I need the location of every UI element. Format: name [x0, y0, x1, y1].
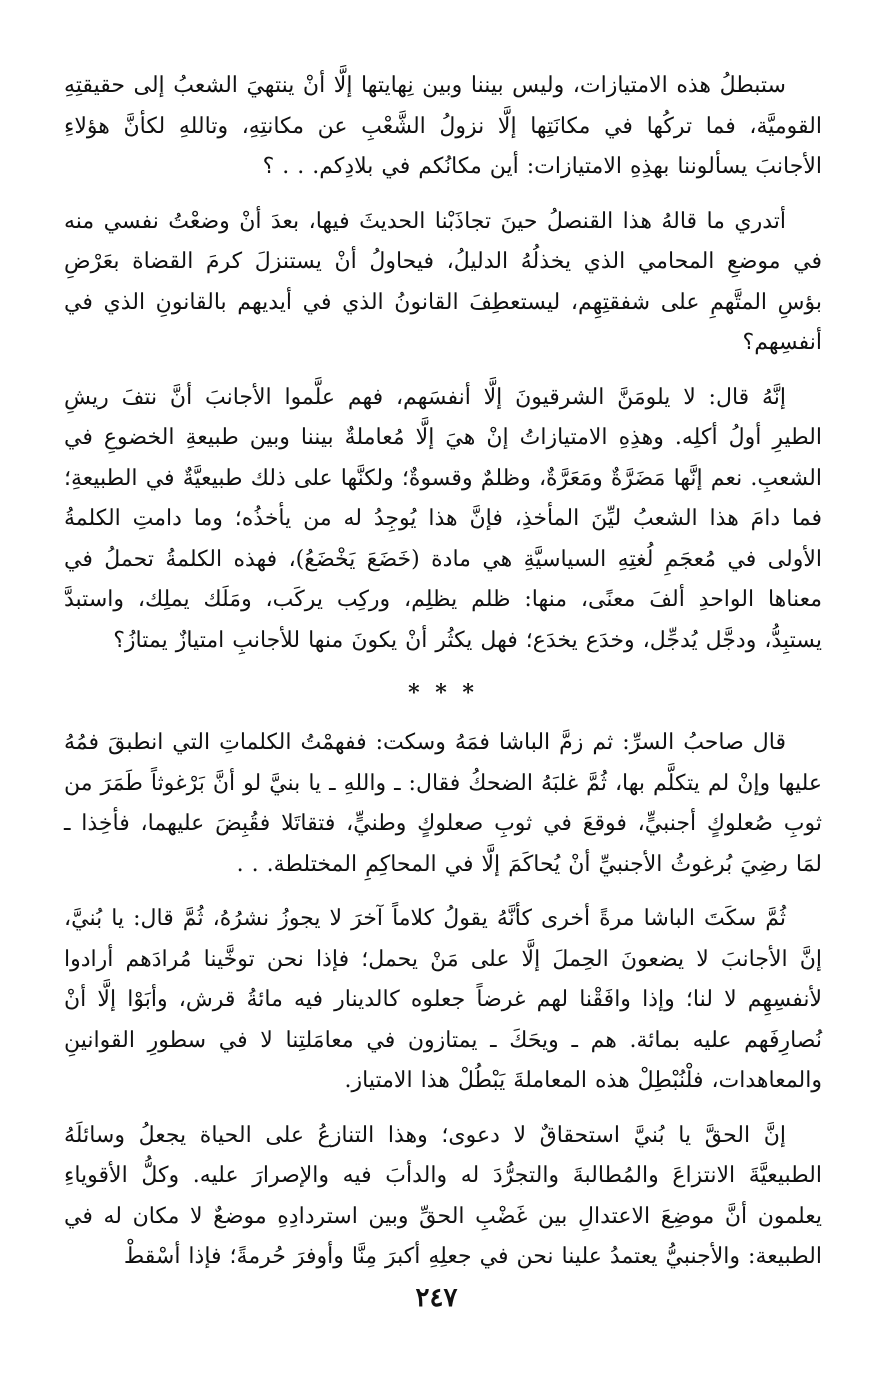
paragraph-3: إنَّهُ قال: لا يلومَنَّ الشرقيونَ إلَّا أنفسَهم، فهم علَّموا الأجانبَ أنَّ نتفَ ريشِ الطيرِ أولُ أكلِه. وهذِهِ الامتيازاتُ إنْ هيَ إلَّا مُعاملةٌ بيننا وبين طبيعةِ الخضوعِ في الشعبِ. نعم إنَّها مَضَرَّةٌ ومَعَرَّةٌ، وظلمٌ وقسوةٌ؛ ولكنَّها على ذلك طبيعيَّةٌ في الطبيعةِ؛ فما دامَ هذا الشعبُ ليِّنَ المأخذِ، فإنَّ هذا يُوجِدُ له من يأخذُه؛ وما دامتِ الكلمةُ الأولى في مُعجَمِ لُغتِهِ السياسيَّةِ هي مادة (خَضَعَ يَخْضَعُ)، فهذه الكلمةُ تحملُ في معناها الواحدِ ألفَ معنًى، منها: ظلم يظلِم، وركِب يركَب، ومَلَك يملِك، واستبدَّ يستبِدُّ، ودجَّل يُدجِّل، وخدَع يخدَع؛ فهل يكثُر أنْ يكونَ منها للأجانبِ امتيازٌ يمتازُ؟	[64, 384, 822, 653]
paragraph-5: ثُمَّ سكَتَ الباشا مرةً أخرى كأنَّهُ يقولُ كلاماً آخرَ لا يجوزُ نشرُهُ، ثُمَّ قال: يا بُنيَّ، إنَّ الأجانبَ لا يضعونَ الحِملَ إلَّا على مَنْ يحمل؛ فإذا نحن توخَّينا مُرادَهم أرادوا لأنفسِهِم لا لنا؛ وإذا وافَقْنا لهم غرضاً جعلوه كالدينار فيه مائةُ قرش، وأبَوْا إلَّا أنْ نُصارِفَهم عليه بمائة. هم ـ ويحَكَ ـ يمتازون في معامَلتِنا لا في سطورِ القوانينِ والمعاهدات، فلْنُبْطِلْ هذه المعاملةَ يَبْطُلْ هذا الامتياز.	[64, 906, 822, 1093]
paragraph-4: قال صاحبُ السرِّ: ثم زمَّ الباشا فمَهُ وسكت: ففهمْتُ الكلماتِ التي انطبقَ فمُهُ عليها وإنْ لم يتكلَّم بها، ثُمَّ غلبَهُ الضحكُ فقال: ـ واللهِ ـ يا بنيَّ لو أنَّ بَرْغوثاً طَمَرَ من ثوبِ صُعلوكٍ أجنبيٍّ، فوقعَ في ثوبِ صعلوكٍ وطنيٍّ، فتقاتَلا فقُبِضَ عليهما، فأخِذا ـ لمَا رضِيَ بُرغوثُ الأجنبيِّ أنْ يُحاكَمَ إلَّا في المحاكِمِ المختلطة. . .	[64, 730, 822, 877]
paragraph-2: أتدري ما قالهُ هذا القنصلُ حينَ تجاذَبْنا الحديثَ فيها، بعدَ أنْ وضعْتُ نفسي منه في موضعِ المحامي الذي يخذلُهُ الدليلُ، فيحاولُ أنْ يستنزلَ كرمَ القضاة بعَرْضِ بؤسِ المتَّهمِ على شفقتِهِم، ليستعطِفَ القانونُ الذي في أيديهم بالقانونِ الذي في أنفسِهم؟	[64, 208, 822, 355]
page-number: ٢٤٧	[415, 1283, 458, 1313]
page-body	[64, 66, 822, 1356]
paragraph-1: ستبطلُ هذه الامتيازات، وليس بيننا وبين نِهايتها إلَّا أنْ ينتهيَ الشعبُ إلى حقيقتِهِ القوميَّة، فما تركُها في مكانَتِها إلَّا نزولُ الشَّعْبِ عن مكانتِهِ، وتاللهِ لكأنَّ هؤلاءِ الأجانبَ يسألوننا بهذِهِ الامتيازات: أين مكانُكم في بلادِكم. . . ؟	[64, 73, 822, 179]
paragraph-6: إنَّ الحقَّ يا بُنيَّ استحقاقٌ لا دعوى؛ وهذا التنازعُ على الحياة يجعلُ وسائلَهُ الطبيعيَّةَ الانتزاعَ والمُطالبةَ والتجرُّدَ له والدأبَ فيه والإصرارَ عليه. وكلُّ الأقوياءِ يعلمون أنَّ موضِعَ الاعتدالِ بين غَضْبِ الحقِّ وبين استردادِهِ موضعٌ لا مكان له في الطبيعة: والأجنبيُّ يعتمدُ علينا نحن في جعلِهِ أكبرَ مِنَّا وأوفرَ حُرمةً؛ فإذا أسْقطْ	[64, 1122, 822, 1269]
section-separator: * * *	[408, 680, 478, 706]
